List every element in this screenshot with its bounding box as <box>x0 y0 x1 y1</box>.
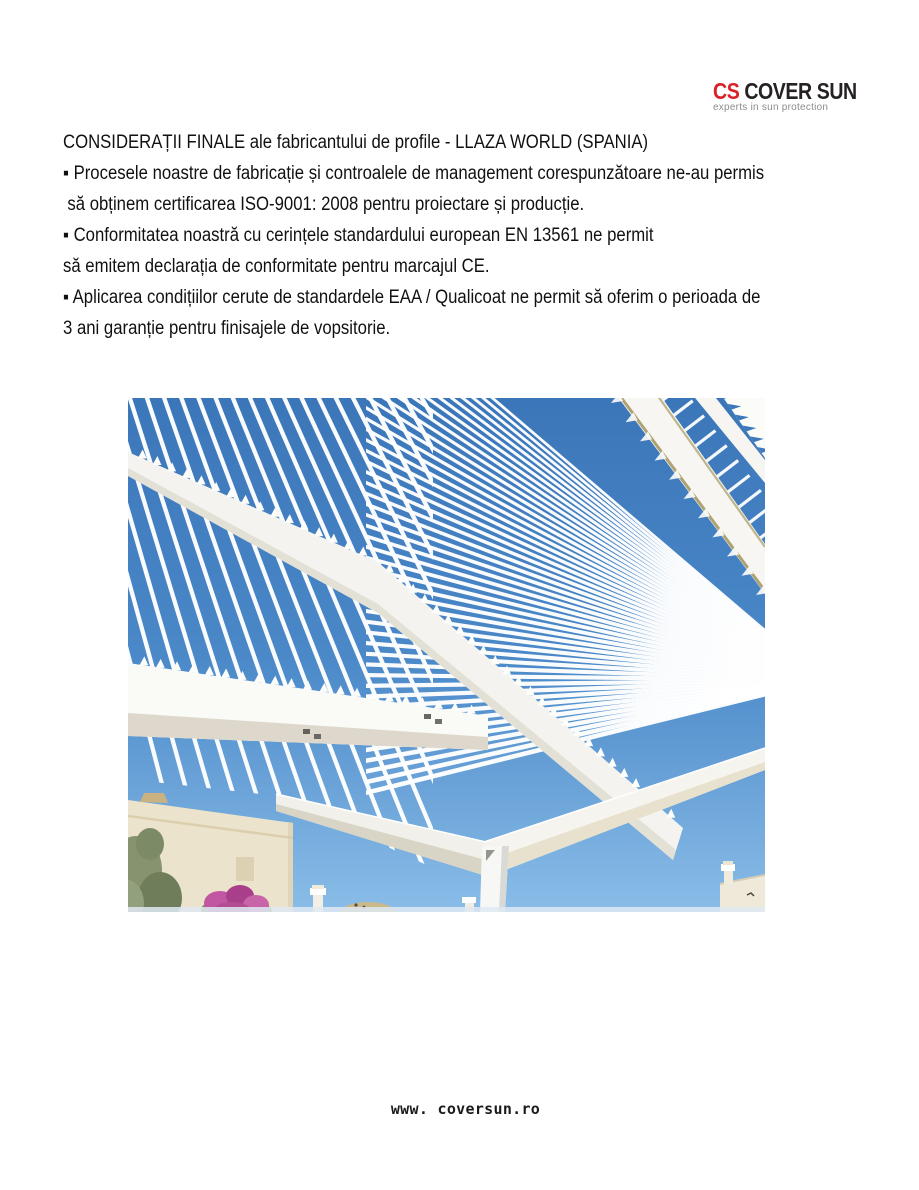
bullet-line-2: ▪ Conformitatea noastră cu cerințele standardului european EN 13561 ne permit <box>63 225 654 246</box>
bullet-line-3b: 3 ani garanție pentru finisajele de vopsitorie. <box>63 318 391 339</box>
logo-tagline: experts in sun protection <box>713 102 829 113</box>
bullet-line-1b: să obținem certificarea ISO-9001: 2008 pentru proiectare și producție. <box>67 194 585 215</box>
bullet-line-1: ▪ Procesele noastre de fabricație și controalele de management corespunzătoare ne-au permis <box>63 163 765 184</box>
logo-cs-monogram: CS <box>713 78 740 104</box>
louver-clip <box>435 719 442 724</box>
logo-wordmark <box>713 80 857 102</box>
footer-url: www. coversun.ro <box>390 1100 541 1118</box>
pergola-photo-svg <box>128 398 765 912</box>
body-text <box>63 127 893 344</box>
window <box>236 857 254 881</box>
horizon-haze <box>128 907 765 912</box>
stone-corbel <box>140 793 168 803</box>
bullet-line-2b: să emitem declarația de conformitate pentru marcajul CE. <box>63 256 490 277</box>
rooftop-detail <box>354 903 357 906</box>
bullet-line-3: ▪ Aplicarea condițiilor cerute de standardele EAA / Qualicoat ne permit să oferim o perioada de <box>63 287 761 308</box>
louver-clip <box>424 714 431 719</box>
louver-clip <box>314 734 321 739</box>
company-logo <box>713 80 882 113</box>
logo-name: COVER SUN <box>739 78 857 104</box>
pergola-photo <box>128 398 765 912</box>
page-title: CONSIDERAȚII FINALE ale fabricantului de profile - LLAZA WORLD (SPANIA) <box>63 132 649 153</box>
louver-clip <box>303 729 310 734</box>
pergola-post <box>480 846 509 912</box>
